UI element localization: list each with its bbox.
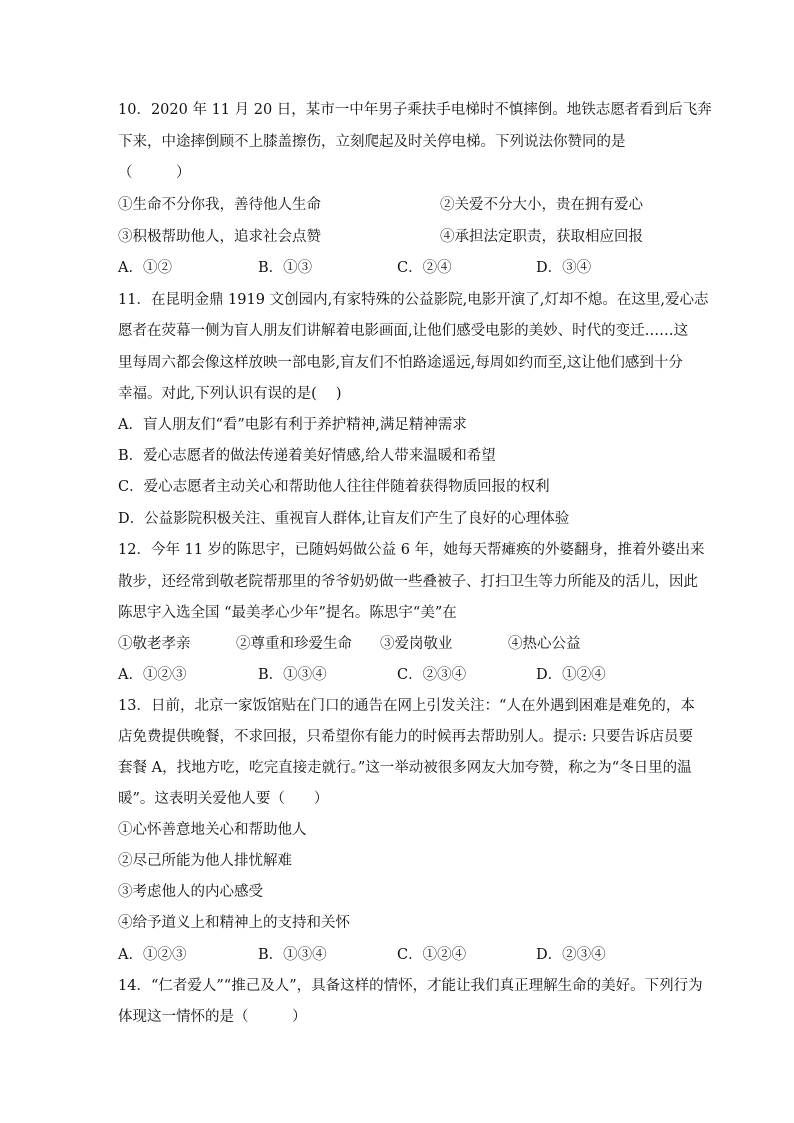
q10-statement-3: ③积极帮助他人，追求社会点赞 — [118, 229, 321, 245]
q10-statement-1: ①生命不分你我，善待他人生命 — [118, 197, 321, 213]
q13-line-4: 暖”。这表明关爱他人要（ ） — [118, 791, 329, 807]
q13-line-2: 店免费提供晚餐，不求回报，只希望你有能力的时候再去帮助别人。提示: 只要告诉店员要 — [118, 729, 693, 745]
q13-option-c: C．①②④ — [397, 947, 467, 963]
q11-option-c: C．爱心志愿者主动关心和帮助他人往往伴随着获得物质回报的权利 — [118, 479, 550, 495]
q12-option-a: A．①②③ — [118, 667, 187, 683]
q12-statement-1: ①敬老孝亲 — [118, 636, 191, 652]
q14-line-1: 14．“仁者爱人”“推己及人”，具备这样的情怀，才能让我们真正理解生命的美好。下列行为 — [118, 978, 703, 994]
q13-statement-3: ③考虑他人的内心感受 — [118, 884, 263, 900]
q13-option-a: A．①②③ — [118, 947, 187, 963]
q10-statement-4: ④承担法定职责，获取相应回报 — [440, 229, 643, 245]
q10-line-2: 下来，中途摔倒顾不上膝盖擦伤，立刻爬起及时关停电梯。下列说法你赞同的是 — [118, 134, 626, 150]
q11-line-4: 幸福。对此,下列认识有误的是( ) — [118, 386, 342, 402]
q13-statement-4: ④给予道义上和精神上的支持和关怀 — [118, 915, 350, 931]
q10-option-b: B．①③ — [258, 260, 313, 276]
q12-line-1: 12．今年 11 岁的陈思宇，已随妈妈做公益 6 年，她每天帮瘫痪的外婆翻身，推着外婆出来 — [118, 542, 705, 558]
q10-option-a: A．①② — [118, 260, 172, 276]
q11-option-a: A．盲人朋友们“看”电影有利于养护精神,满足精神需求 — [118, 417, 467, 433]
q13-line-3: 套餐 A，找地方吃，吃完直接走就行。”这一举动被很多网友大加夸赞，称之为“冬日里的温 — [118, 760, 692, 776]
q12-statement-4: ④热心公益 — [508, 636, 581, 652]
q10-paren: （ ） — [118, 165, 191, 181]
q11-option-b: B．爱心志愿者的做法传递着美好情感,给人带来温暖和希望 — [118, 448, 496, 464]
q13-option-d: D．②③④ — [536, 947, 606, 963]
q13-line-1: 13．日前，北京一家饭馆贴在门口的通告在网上引发关注：“人在外遇到困难是难免的，本 — [118, 698, 695, 714]
q10-line-1: 10．2020 年 11 月 20 日，某市一中年男子乘扶手电梯时不慎摔倒。地铁志愿者看到后飞奔 — [118, 102, 712, 118]
q12-line-2: 散步，还经常到敬老院帮那里的爷爷奶奶做一些叠被子、打扫卫生等力所能及的活儿，因此 — [118, 574, 698, 590]
q13-statement-2: ②尽己所能为他人排忧解难 — [118, 853, 292, 869]
q14-line-2: 体现这一情怀的是（ ） — [118, 1009, 307, 1025]
q10-statement-2: ②关爱不分大小，贵在拥有爱心 — [440, 197, 643, 213]
q11-line-1: 11．在昆明金鼎 1919 文创园内,有家特殊的公益影院,电影开演了,灯却不熄。在这里,爱心志 — [118, 292, 709, 308]
q10-option-c: C．②④ — [397, 260, 452, 276]
q12-statement-2: ②尊重和珍爱生命 — [236, 636, 352, 652]
q11-option-d: D．公益影院积极关注、重视盲人群体,让盲友们产生了良好的心理体验 — [118, 511, 570, 527]
q11-line-2: 愿者在荧幕一侧为盲人朋友们讲解着电影画面,让他们感受电影的美妙、时代的变迁……这 — [118, 323, 689, 339]
q12-line-3: 陈思宇入选全国 “最美孝心少年”提名。陈思宇“美”在 — [118, 605, 457, 621]
q13-statement-1: ①心怀善意地关心和帮助他人 — [118, 822, 307, 838]
q12-statement-3: ③爱岗敬业 — [380, 636, 453, 652]
q12-option-c: C．②③④ — [397, 667, 467, 683]
q12-option-d: D．①②④ — [536, 667, 606, 683]
q12-option-b: B．①③④ — [258, 667, 327, 683]
q13-option-b: B．①③④ — [258, 947, 327, 963]
q11-line-3: 里每周六都会像这样放映一部电影,盲友们不怕路途遥远,每周如约而至,这让他们感到十分 — [118, 355, 683, 371]
q10-option-d: D．③④ — [536, 260, 592, 276]
